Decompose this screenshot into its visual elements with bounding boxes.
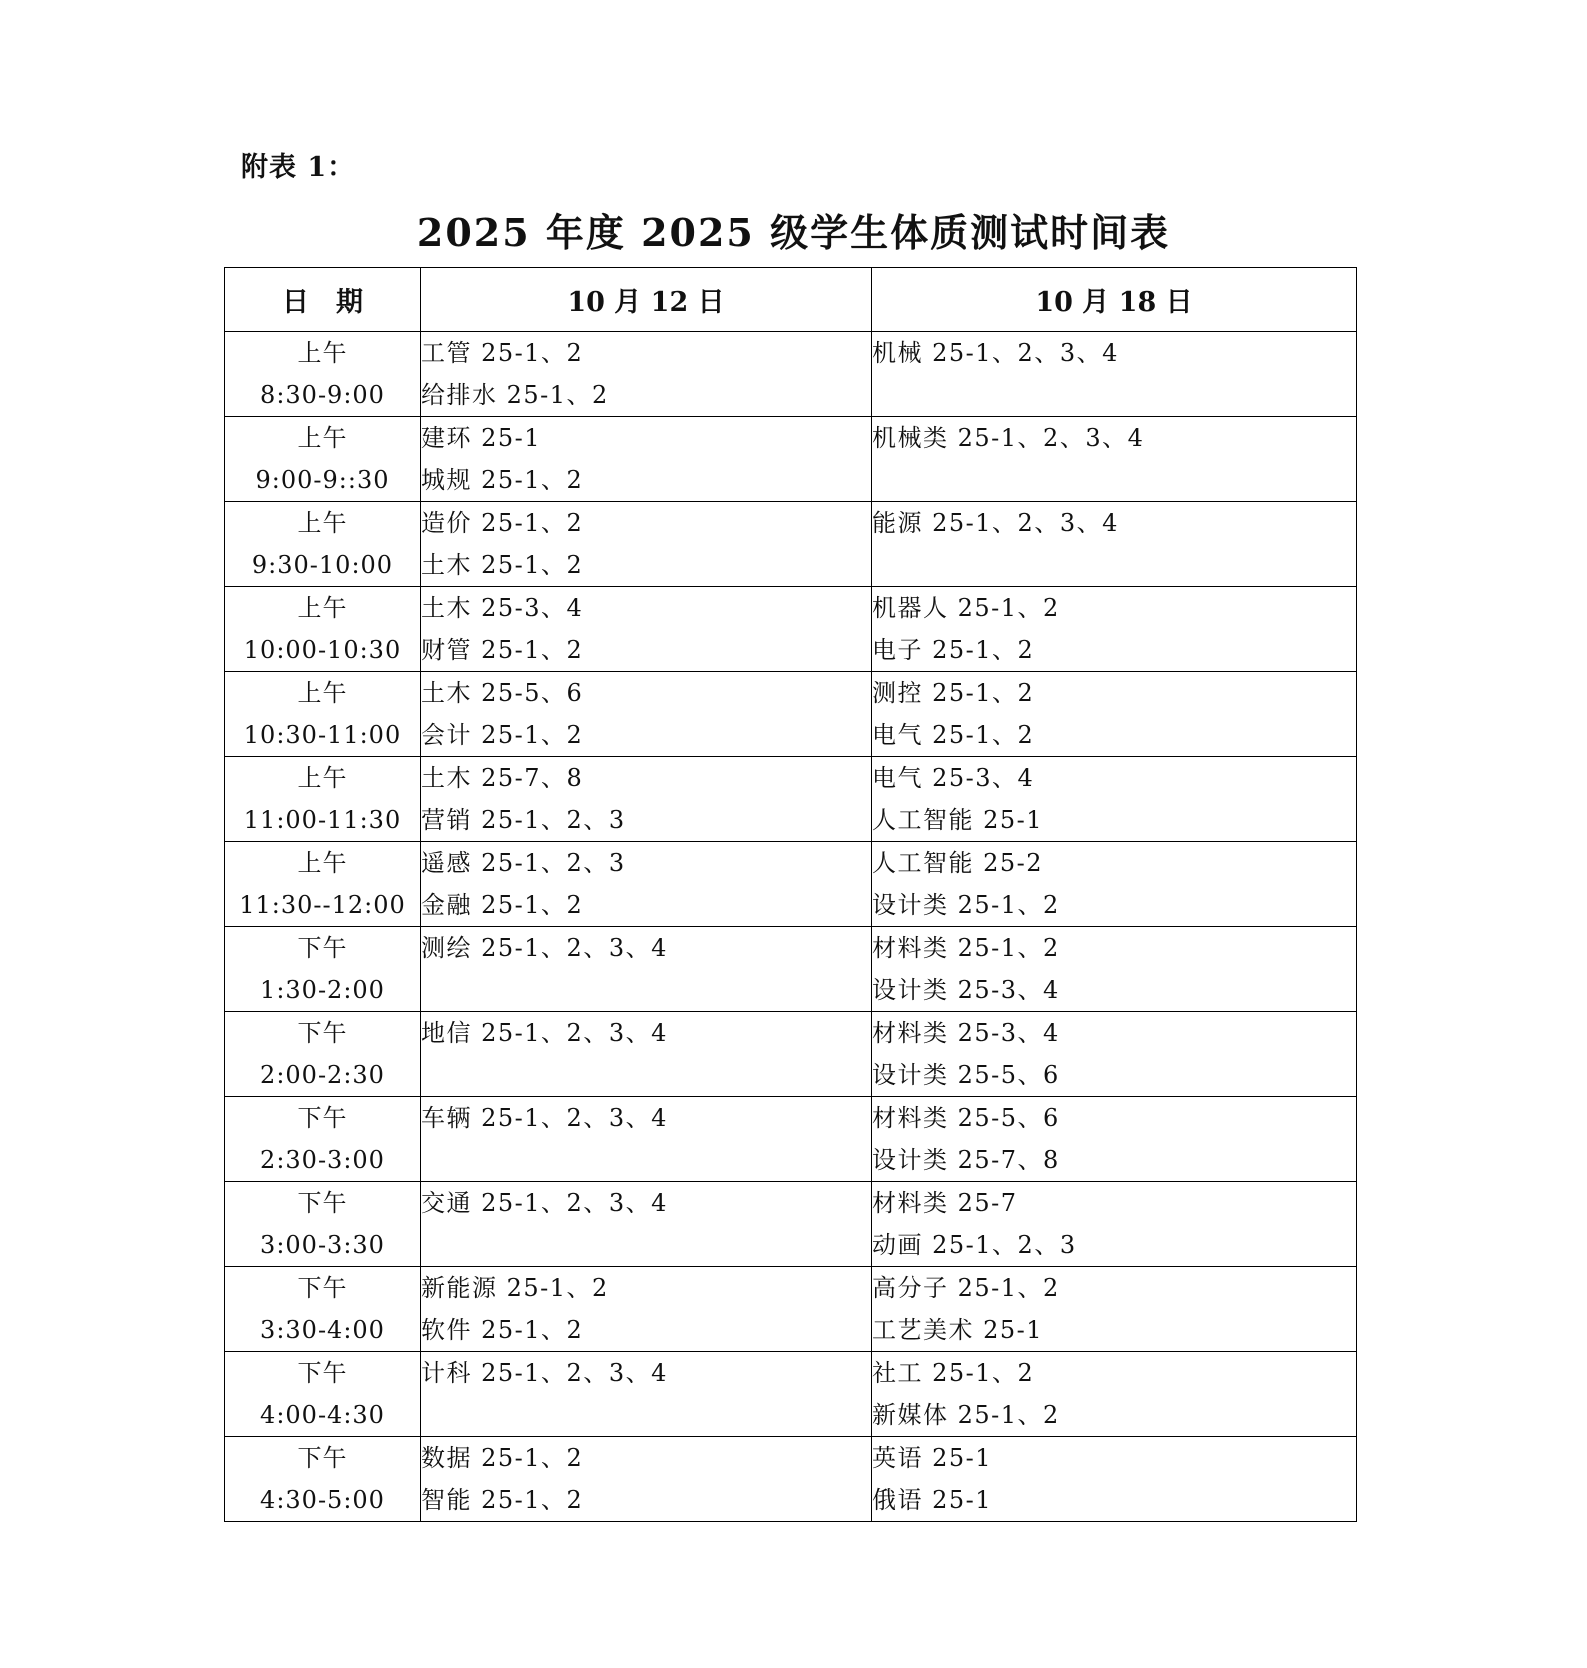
- classes-cell-day-2: [872, 672, 1357, 757]
- time-slot-cell: [225, 757, 421, 842]
- classes-cell-day-1: [421, 757, 872, 842]
- class-group: [872, 374, 1356, 416]
- table-row: [225, 332, 1357, 417]
- time-range: 2:30-3:00: [260, 1146, 385, 1174]
- class-group: 材料类 25-5、6: [872, 1104, 1060, 1132]
- time-range: 4:00-4:30: [260, 1401, 385, 1429]
- time-range: 10:00-10:30: [243, 636, 402, 664]
- classes-cell-day-2: [872, 1097, 1357, 1182]
- time-range: 11:00-11:30: [243, 806, 402, 834]
- class-group: 土木 25-3、4: [421, 594, 584, 622]
- time-range: 3:00-3:30: [260, 1231, 385, 1259]
- class-group: 电气 25-3、4: [872, 764, 1035, 792]
- classes-cell-day-2: [872, 1012, 1357, 1097]
- classes-cell-day-2: [872, 1352, 1357, 1437]
- class-group: 土木 25-1、2: [421, 551, 584, 579]
- class-group: 俄语 25-1: [872, 1486, 993, 1514]
- time-range: 4:30-5:00: [260, 1486, 385, 1514]
- time-slot-cell: [225, 842, 421, 927]
- classes-cell-day-1: [421, 1097, 872, 1182]
- class-group: [421, 1224, 871, 1266]
- period-label: 上午: [297, 764, 348, 792]
- class-group: 给排水 25-1、2: [421, 381, 609, 409]
- classes-cell-day-2: [872, 1267, 1357, 1352]
- class-group: 英语 25-1: [872, 1444, 993, 1472]
- class-group: 材料类 25-3、4: [872, 1019, 1060, 1047]
- attachment-label: 附表 1：: [241, 152, 356, 183]
- class-group: 土木 25-5、6: [421, 679, 584, 707]
- table-row: [225, 1182, 1357, 1267]
- class-group: 遥感 25-1、2、3: [421, 849, 626, 877]
- classes-cell-day-1: [421, 672, 872, 757]
- class-group: 设计类 25-1、2: [872, 891, 1060, 919]
- class-group: [872, 459, 1356, 501]
- class-group: 机械 25-1、2、3、4: [872, 339, 1119, 367]
- class-group: 能源 25-1、2、3、4: [872, 509, 1119, 537]
- time-slot-cell: [225, 1012, 421, 1097]
- time-slot-cell: [225, 587, 421, 672]
- time-range: 9:30-10:00: [251, 551, 394, 579]
- classes-cell-day-1: [421, 1012, 872, 1097]
- class-group: 车辆 25-1、2、3、4: [421, 1104, 668, 1132]
- classes-cell-day-1: [421, 1182, 872, 1267]
- period-label: 上午: [297, 424, 348, 452]
- class-group: 动画 25-1、2、3: [872, 1231, 1077, 1259]
- class-group: [421, 1054, 871, 1096]
- classes-cell-day-2: [872, 1182, 1357, 1267]
- class-group: 财管 25-1、2: [421, 636, 584, 664]
- class-group: 设计类 25-7、8: [872, 1146, 1060, 1174]
- period-label: 下午: [297, 1019, 348, 1047]
- class-group: 数据 25-1、2: [421, 1444, 584, 1472]
- table-row: [225, 1267, 1357, 1352]
- period-label: 下午: [297, 1189, 348, 1217]
- table-row: [225, 927, 1357, 1012]
- classes-cell-day-1: [421, 417, 872, 502]
- class-group: 机械类 25-1、2、3、4: [872, 424, 1145, 452]
- class-group: 机器人 25-1、2: [872, 594, 1060, 622]
- class-group: 材料类 25-1、2: [872, 934, 1060, 962]
- class-group: 智能 25-1、2: [421, 1486, 584, 1514]
- classes-cell-day-1: [421, 1352, 872, 1437]
- table-row: [225, 587, 1357, 672]
- class-group: 新能源 25-1、2: [421, 1274, 609, 1302]
- table-row: [225, 417, 1357, 502]
- class-group: 社工 25-1、2: [872, 1359, 1035, 1387]
- period-label: 下午: [297, 1274, 348, 1302]
- classes-cell-day-2: [872, 417, 1357, 502]
- table-row: [225, 842, 1357, 927]
- class-group: 地信 25-1、2、3、4: [421, 1019, 668, 1047]
- class-group: 计科 25-1、2、3、4: [421, 1359, 668, 1387]
- class-group: 电子 25-1、2: [872, 636, 1035, 664]
- time-slot-cell: [225, 1437, 421, 1522]
- time-range: 3:30-4:00: [260, 1316, 385, 1344]
- class-group: [421, 1394, 871, 1436]
- document-title: 2025 年度 2025 级学生体质测试时间表: [416, 210, 1171, 255]
- table-row: [225, 672, 1357, 757]
- class-group: 土木 25-7、8: [421, 764, 584, 792]
- class-group: 软件 25-1、2: [421, 1316, 584, 1344]
- class-group: 交通 25-1、2、3、4: [421, 1189, 668, 1217]
- period-label: 上午: [297, 594, 348, 622]
- classes-cell-day-2: [872, 842, 1357, 927]
- class-group: [872, 544, 1356, 586]
- time-range: 11:30--12:00: [239, 891, 406, 919]
- header-day-2: 10 月 18 日: [872, 268, 1357, 332]
- classes-cell-day-2: [872, 502, 1357, 587]
- time-slot-cell: [225, 927, 421, 1012]
- classes-cell-day-1: [421, 332, 872, 417]
- classes-cell-day-1: [421, 1267, 872, 1352]
- table-row: [225, 757, 1357, 842]
- header-date: 日 期: [225, 268, 421, 332]
- class-group: 金融 25-1、2: [421, 891, 584, 919]
- classes-cell-day-1: [421, 1437, 872, 1522]
- time-slot-cell: [225, 1352, 421, 1437]
- period-label: 下午: [297, 934, 348, 962]
- class-group: [421, 969, 871, 1011]
- header-row: [225, 268, 1357, 332]
- period-label: 上午: [297, 679, 348, 707]
- period-label: 下午: [297, 1444, 348, 1472]
- time-slot-cell: [225, 672, 421, 757]
- class-group: 工艺美术 25-1: [872, 1316, 1044, 1344]
- time-range: 2:00-2:30: [260, 1061, 385, 1089]
- time-range: 8:30-9:00: [260, 381, 385, 409]
- time-range: 10:30-11:00: [243, 721, 402, 749]
- header-day-1: 10 月 12 日: [421, 268, 872, 332]
- table-row: [225, 1012, 1357, 1097]
- class-group: 人工智能 25-2: [872, 849, 1044, 877]
- classes-cell-day-2: [872, 757, 1357, 842]
- time-slot-cell: [225, 1097, 421, 1182]
- period-label: 下午: [297, 1104, 348, 1132]
- classes-cell-day-2: [872, 587, 1357, 672]
- class-group: 高分子 25-1、2: [872, 1274, 1060, 1302]
- class-group: 造价 25-1、2: [421, 509, 584, 537]
- period-label: 上午: [297, 339, 348, 367]
- classes-cell-day-1: [421, 927, 872, 1012]
- class-group: 工管 25-1、2: [421, 339, 584, 367]
- time-slot-cell: [225, 1182, 421, 1267]
- time-range: 1:30-2:00: [260, 976, 385, 1004]
- class-group: 电气 25-1、2: [872, 721, 1035, 749]
- classes-cell-day-1: [421, 842, 872, 927]
- class-group: 设计类 25-3、4: [872, 976, 1060, 1004]
- class-group: 测绘 25-1、2、3、4: [421, 934, 668, 962]
- classes-cell-day-2: [872, 1437, 1357, 1522]
- time-slot-cell: [225, 1267, 421, 1352]
- table-row: [225, 1097, 1357, 1182]
- time-slot-cell: [225, 417, 421, 502]
- class-group: 会计 25-1、2: [421, 721, 584, 749]
- class-group: 设计类 25-5、6: [872, 1061, 1060, 1089]
- classes-cell-day-1: [421, 587, 872, 672]
- classes-cell-day-2: [872, 927, 1357, 1012]
- class-group: 人工智能 25-1: [872, 806, 1044, 834]
- schedule-table: [224, 267, 1357, 1522]
- table-row: [225, 502, 1357, 587]
- class-group: 新媒体 25-1、2: [872, 1401, 1060, 1429]
- class-group: 材料类 25-7: [872, 1189, 1018, 1217]
- classes-cell-day-1: [421, 502, 872, 587]
- class-group: 建环 25-1: [421, 424, 542, 452]
- class-group: 营销 25-1、2、3: [421, 806, 626, 834]
- table-row: [225, 1437, 1357, 1522]
- period-label: 下午: [297, 1359, 348, 1387]
- class-group: 城规 25-1、2: [421, 466, 584, 494]
- period-label: 上午: [297, 509, 348, 537]
- class-group: [421, 1139, 871, 1181]
- time-slot-cell: [225, 502, 421, 587]
- period-label: 上午: [297, 849, 348, 877]
- time-slot-cell: [225, 332, 421, 417]
- class-group: 测控 25-1、2: [872, 679, 1035, 707]
- schedule-body: [225, 332, 1357, 1522]
- table-row: [225, 1352, 1357, 1437]
- time-range: 9:00-9::30: [255, 466, 390, 494]
- classes-cell-day-2: [872, 332, 1357, 417]
